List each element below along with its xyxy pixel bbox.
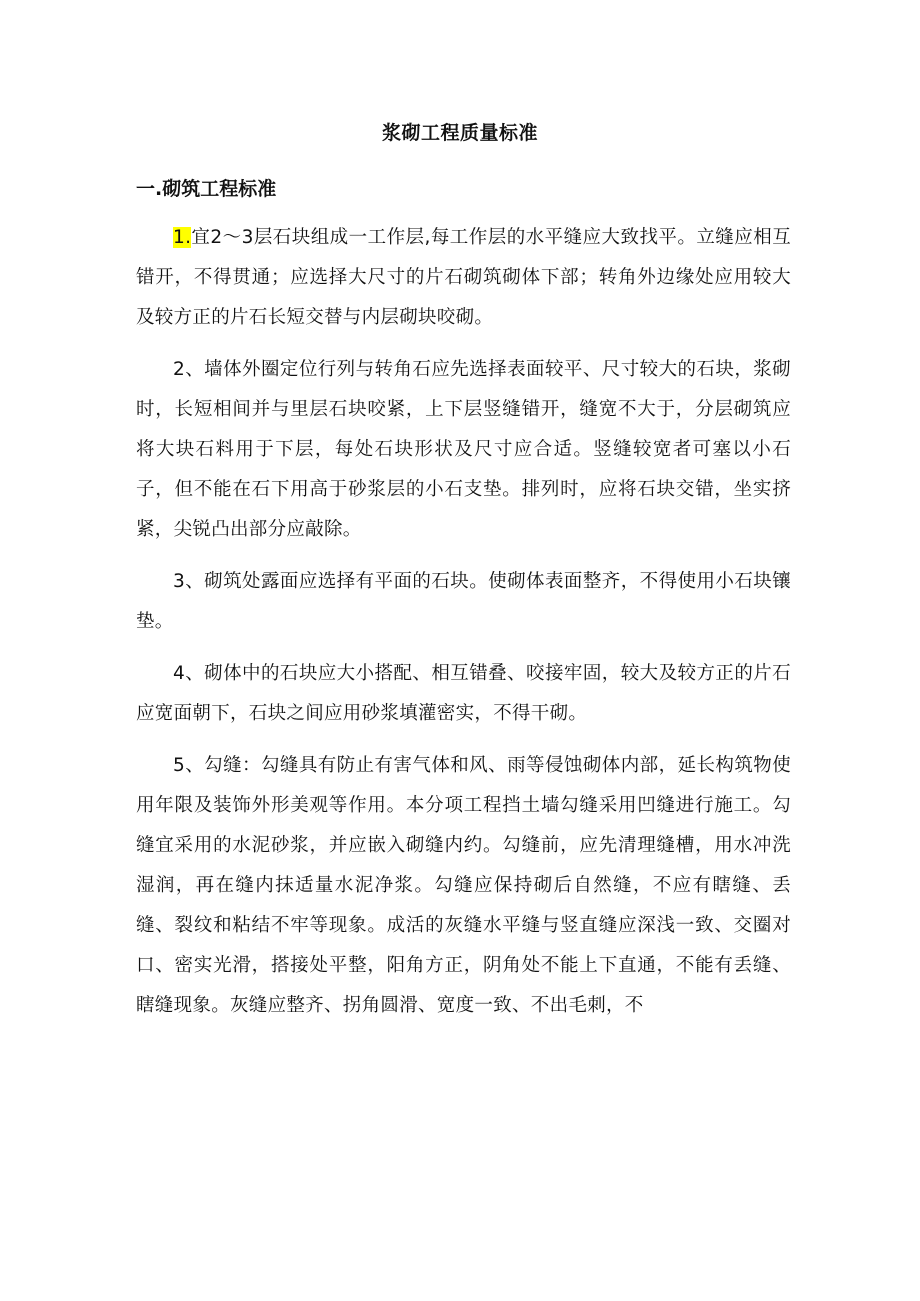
paragraph-text: 宜2～3层石块组成一工作层,每工作层的水平缝应大致找平。立缝应相互错开，不得贯通；应选择大尺寸的片石砌筑砌体下部；转角外边缘处应用较大及较方正的片石长短交替与内层砌块咬砌。 — [136, 227, 791, 328]
paragraph-2: 2、墙体外圈定位行列与转角石应先选择表面较平、尺寸较大的石块，浆砌时，长短相间并与里层石块咬紧，上下层竖缝错开，缝宽不大于，分层砌筑应将大块石料用于下层，每处石块形状及尺寸应合适。竖缝较宽者可塞以小石子，但不能在石下用高于砂浆层的小石支垫。排列时，应将石块交错，坐实挤紧，尖锐凸出部分应敲除。 — [136, 359, 791, 540]
document-body — [136, 218, 791, 1038]
paragraph-4: 4、砌体中的石块应大小搭配、相互错叠、咬接牢固，较大及较方正的片石应宽面朝下，石块之间应用砂浆填灌密实，不得干砌。 — [136, 663, 791, 724]
paragraph-1 — [136, 218, 791, 338]
document-title: 浆砌工程质量标准 — [381, 122, 538, 144]
paragraph-3: 3、砌筑处露面应选择有平面的石块。使砌体表面整齐，不得使用小石块镶垫。 — [136, 571, 791, 632]
item-marker-highlighted: 1. — [173, 227, 192, 248]
paragraph-5: 5、勾缝：勾缝具有防止有害气体和风、雨等侵蚀砌体内部，延长构筑物使用年限及装饰外形美观等作用。本分项工程挡土墙勾缝采用凹缝进行施工。勾缝宜采用的水泥砂浆，并应嵌入砌缝内约。勾缝前，应先清理缝槽，用水冲洗湿润，再在缝内抹适量水泥净浆。勾缝应保持砌后自然缝，不应有瞎缝、丢缝、裂纹和粘结不牢等现象。成活的灰缝水平缝与竖直缝应深浅一致、交圈对口、密实光滑，搭接处平整，阳角方正，阴角处不能上下直通，不能有丢缝、瞎缝现象。灰缝应整齐、拐角圆滑、宽度一致、不出毛刺，不 — [136, 755, 791, 1016]
section-heading: 一.砌筑工程标准 — [136, 178, 277, 200]
